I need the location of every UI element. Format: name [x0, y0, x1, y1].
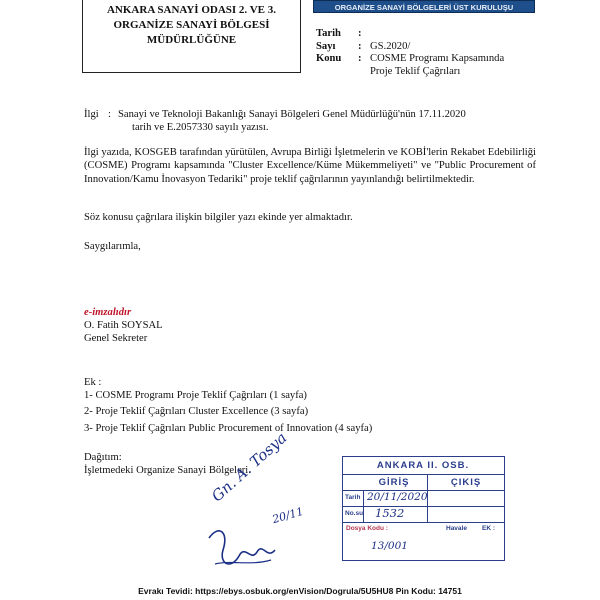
closing-text: Saygılarımla,: [84, 241, 141, 252]
reference-label: İlgi: [84, 109, 99, 120]
meta-value: COSME Programı Kapsamında: [370, 53, 505, 64]
stamp-in-label: GİRİŞ: [378, 477, 410, 488]
meta-key: Sayı: [316, 40, 336, 52]
handwritten-signature-icon: [205, 520, 280, 575]
stamp-referral-label: Havale: [446, 525, 467, 532]
distribution-value: İşletmedeki Organize Sanayi Bölgeleri.: [84, 465, 251, 476]
addressee-line-1: ANKARA SANAYİ ODASI 2. VE 3.: [106, 4, 276, 16]
addressee-line-2: ORGANİZE SANAYİ BÖLGESİ: [113, 19, 270, 31]
meta-value: [370, 28, 504, 41]
stamp-number-value: 1532: [375, 506, 405, 520]
stamp-file-code-value: 13/001: [371, 540, 408, 552]
stamp-title: ANKARA II. OSB.: [376, 460, 470, 471]
stamp-date-value: 20/11/2020: [367, 491, 428, 503]
body-paragraph-1: İlgi yazıda, KOSGEB tarafından yürütülen, Avrupa Birliği İşletmelerin ve KOBİ'lerin Rekabet Edebilirliği (COSME) Programı kapsamında "Cluster Excellence/Küme Mükemmeliyeti" ve "Public Procurement of Innovation/Kamu İnovasyon Tedariki" proje teklif çağrılarının yayınlandığı belirtilmektedir.: [84, 147, 536, 185]
attachment-item: 1- COSME Programı Proje Teklif Çağrıları (1 sayfa): [84, 390, 307, 401]
e-signature-label: e-imzalıdır: [84, 307, 132, 318]
stamp-number-label: No.su: [345, 510, 364, 517]
stamp-attachment-label: EK :: [482, 525, 495, 532]
stamp-file-code-label: Dosya Kodu :: [346, 525, 388, 532]
signer-name: O. Fatih SOYSAL: [84, 320, 163, 331]
organization-logo-band: ORGANİZE SANAYİ BÖLGELERİ ÜST KURULUŞU: [313, 0, 535, 13]
distribution-label: Dağıtım:: [84, 452, 122, 463]
reference-line-1: Sanayi ve Teknoloji Bakanlığı Sanayi Bölgeleri Genel Müdürlüğü'nün 17.11.2020: [118, 109, 466, 120]
signer-title: Genel Sekreter: [84, 333, 148, 344]
meta-key: [316, 66, 358, 79]
meta-row-date: Tarih :: [316, 28, 504, 41]
handwritten-note: Gn. A. Tosya: [208, 428, 291, 506]
document-meta: [316, 28, 504, 78]
reference-line-2: tarih ve E.2057330 sayılı yazısı.: [132, 122, 269, 133]
meta-row-subject-cont: [316, 66, 504, 79]
attachments-label: Ek :: [84, 377, 102, 388]
stamp-date-label: Tarih: [345, 494, 361, 501]
meta-value: GS.2020/: [370, 40, 411, 52]
addressee-line-3: MÜDÜRLÜĞÜNE: [146, 34, 237, 46]
stamp-out-label: ÇIKIŞ: [450, 477, 482, 488]
meta-row-subject: Konu : COSME Programı Kapsamında: [316, 53, 505, 64]
registry-stamp: [342, 456, 505, 561]
attachment-item: 2- Proje Teklif Çağrıları Cluster Excellence (3 sayfa): [84, 406, 309, 417]
meta-key: Konu: [316, 53, 342, 64]
handwritten-initials: 20/11: [270, 504, 305, 527]
verification-footer: Evrakı Tevidi: https://ebys.osbuk.org/enVision/Dogrula/5U5HU8 Pin Kodu: 14751: [138, 586, 462, 596]
meta-value: Proje Teklif Çağrıları: [370, 65, 461, 77]
meta-row-number: Sayı : GS.2020/: [316, 41, 504, 54]
meta-key: Tarih: [316, 28, 341, 39]
attachment-item: 3- Proje Teklif Çağrıları Public Procurement of Innovation (4 sayfa): [84, 423, 373, 434]
body-paragraph-2: Söz konusu çağrılara ilişkin bilgiler yazı ekinde yer almaktadır.: [84, 212, 353, 223]
